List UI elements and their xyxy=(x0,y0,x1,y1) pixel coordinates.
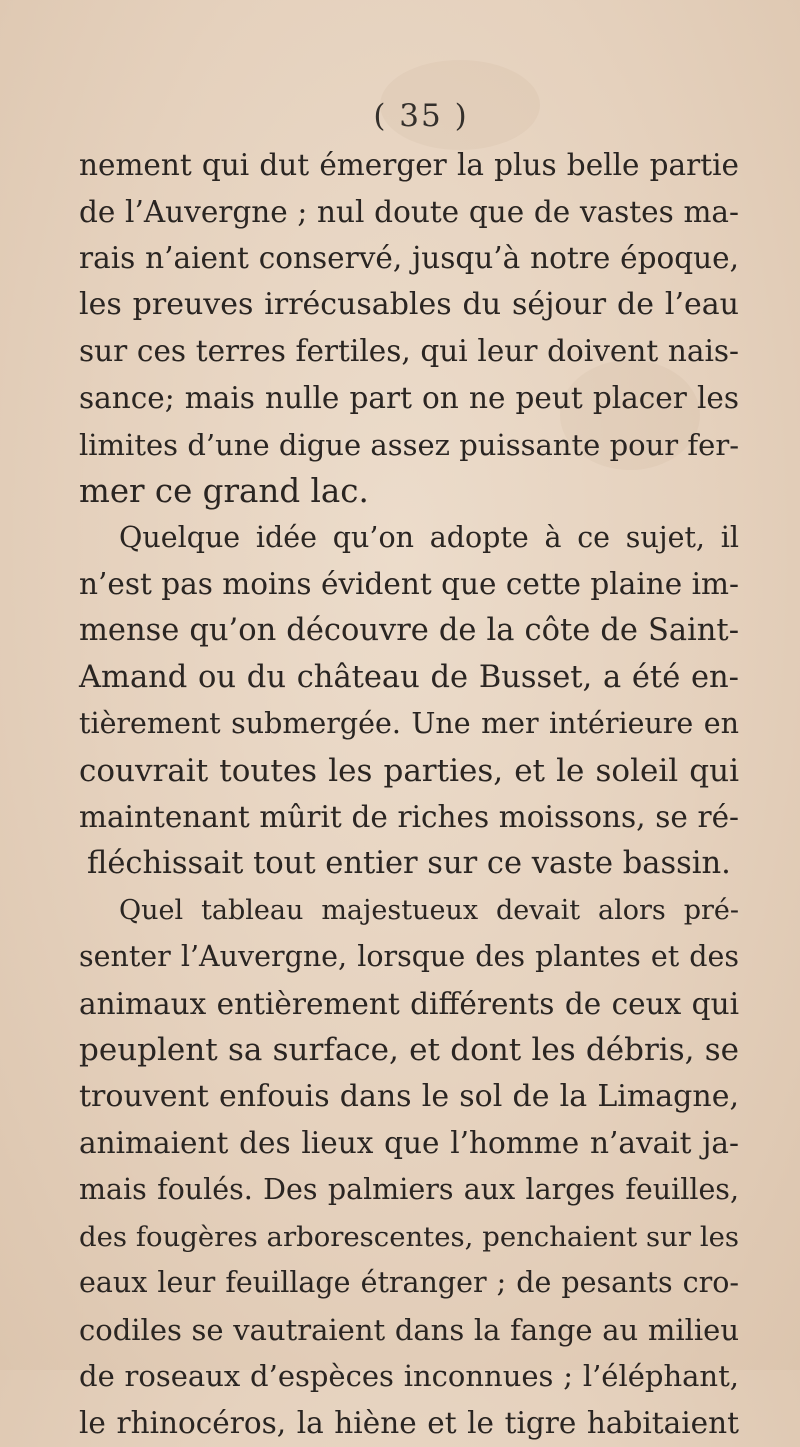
text-line: couvrait toutes les parties, et le soleil qui xyxy=(79,752,739,789)
text-line: mense qu’on découvre de la côte de Saint- xyxy=(79,612,739,648)
text-line: de l’Auvergne ; nul doute que de vastes ma- xyxy=(79,194,739,229)
text-line: sur ces terres fertiles, qui leur doivent nais- xyxy=(79,334,739,369)
text-line: des fougères arborescentes, penchaient sur les xyxy=(79,1220,739,1253)
body-text xyxy=(79,142,739,1447)
text-line: animaient des lieux que l’homme n’avait ja- xyxy=(79,1126,739,1161)
text-line: Amand ou du château de Busset, a été en- xyxy=(79,659,739,695)
paragraph-start-line: Quelque idée qu’on adopte à ce sujet, il xyxy=(119,520,739,554)
text-line: de roseaux d’espèces inconnues ; l’éléphant, xyxy=(79,1359,739,1394)
text-line: mais foulés. Des palmiers aux larges feuilles, xyxy=(79,1173,739,1207)
text-line: rais n’aient conservé, jusqu’à notre époque, xyxy=(79,241,739,276)
text-line: limites d’une digue assez puissante pour fer- xyxy=(79,427,739,462)
text-line: eaux leur feuillage étranger ; de pesants cro- xyxy=(79,1266,739,1300)
text-line: les preuves irrécusables du séjour de l’eau xyxy=(79,286,739,322)
text-line: sance; mais nulle part on ne peut placer les xyxy=(79,380,739,415)
text-line: le rhinocéros, la hiène et le tigre habitaient xyxy=(79,1406,739,1441)
text-line: codiles se vautraient dans la fange au milieu xyxy=(79,1312,739,1347)
text-line: tièrement submergée. Une mer intérieure en xyxy=(79,707,739,741)
page-number: ( 35 ) xyxy=(373,98,469,134)
paragraph-end-line: mer ce grand lac. xyxy=(79,472,369,511)
paragraph-start-line: Quel tableau majestueux devait alors pré- xyxy=(119,894,739,926)
text-line: maintenant mûrit de riches moissons, se ré- xyxy=(79,800,739,835)
text-line: peuplent sa surface, et dont les débris, se xyxy=(79,1032,739,1069)
text-line: nement qui dut émerger la plus belle partie xyxy=(79,148,739,182)
text-line: trouvent enfouis dans le sol de la Limagne, xyxy=(79,1078,739,1114)
text-line: senter l’Auvergne, lorsque des plantes et des xyxy=(79,940,739,974)
paragraph-end-line: fléchissait tout entier sur ce vaste bassin. xyxy=(87,845,731,881)
text-line: n’est pas moins évident que cette plaine im- xyxy=(79,567,739,602)
text-line: animaux entièrement différents de ceux qui xyxy=(79,986,739,1021)
